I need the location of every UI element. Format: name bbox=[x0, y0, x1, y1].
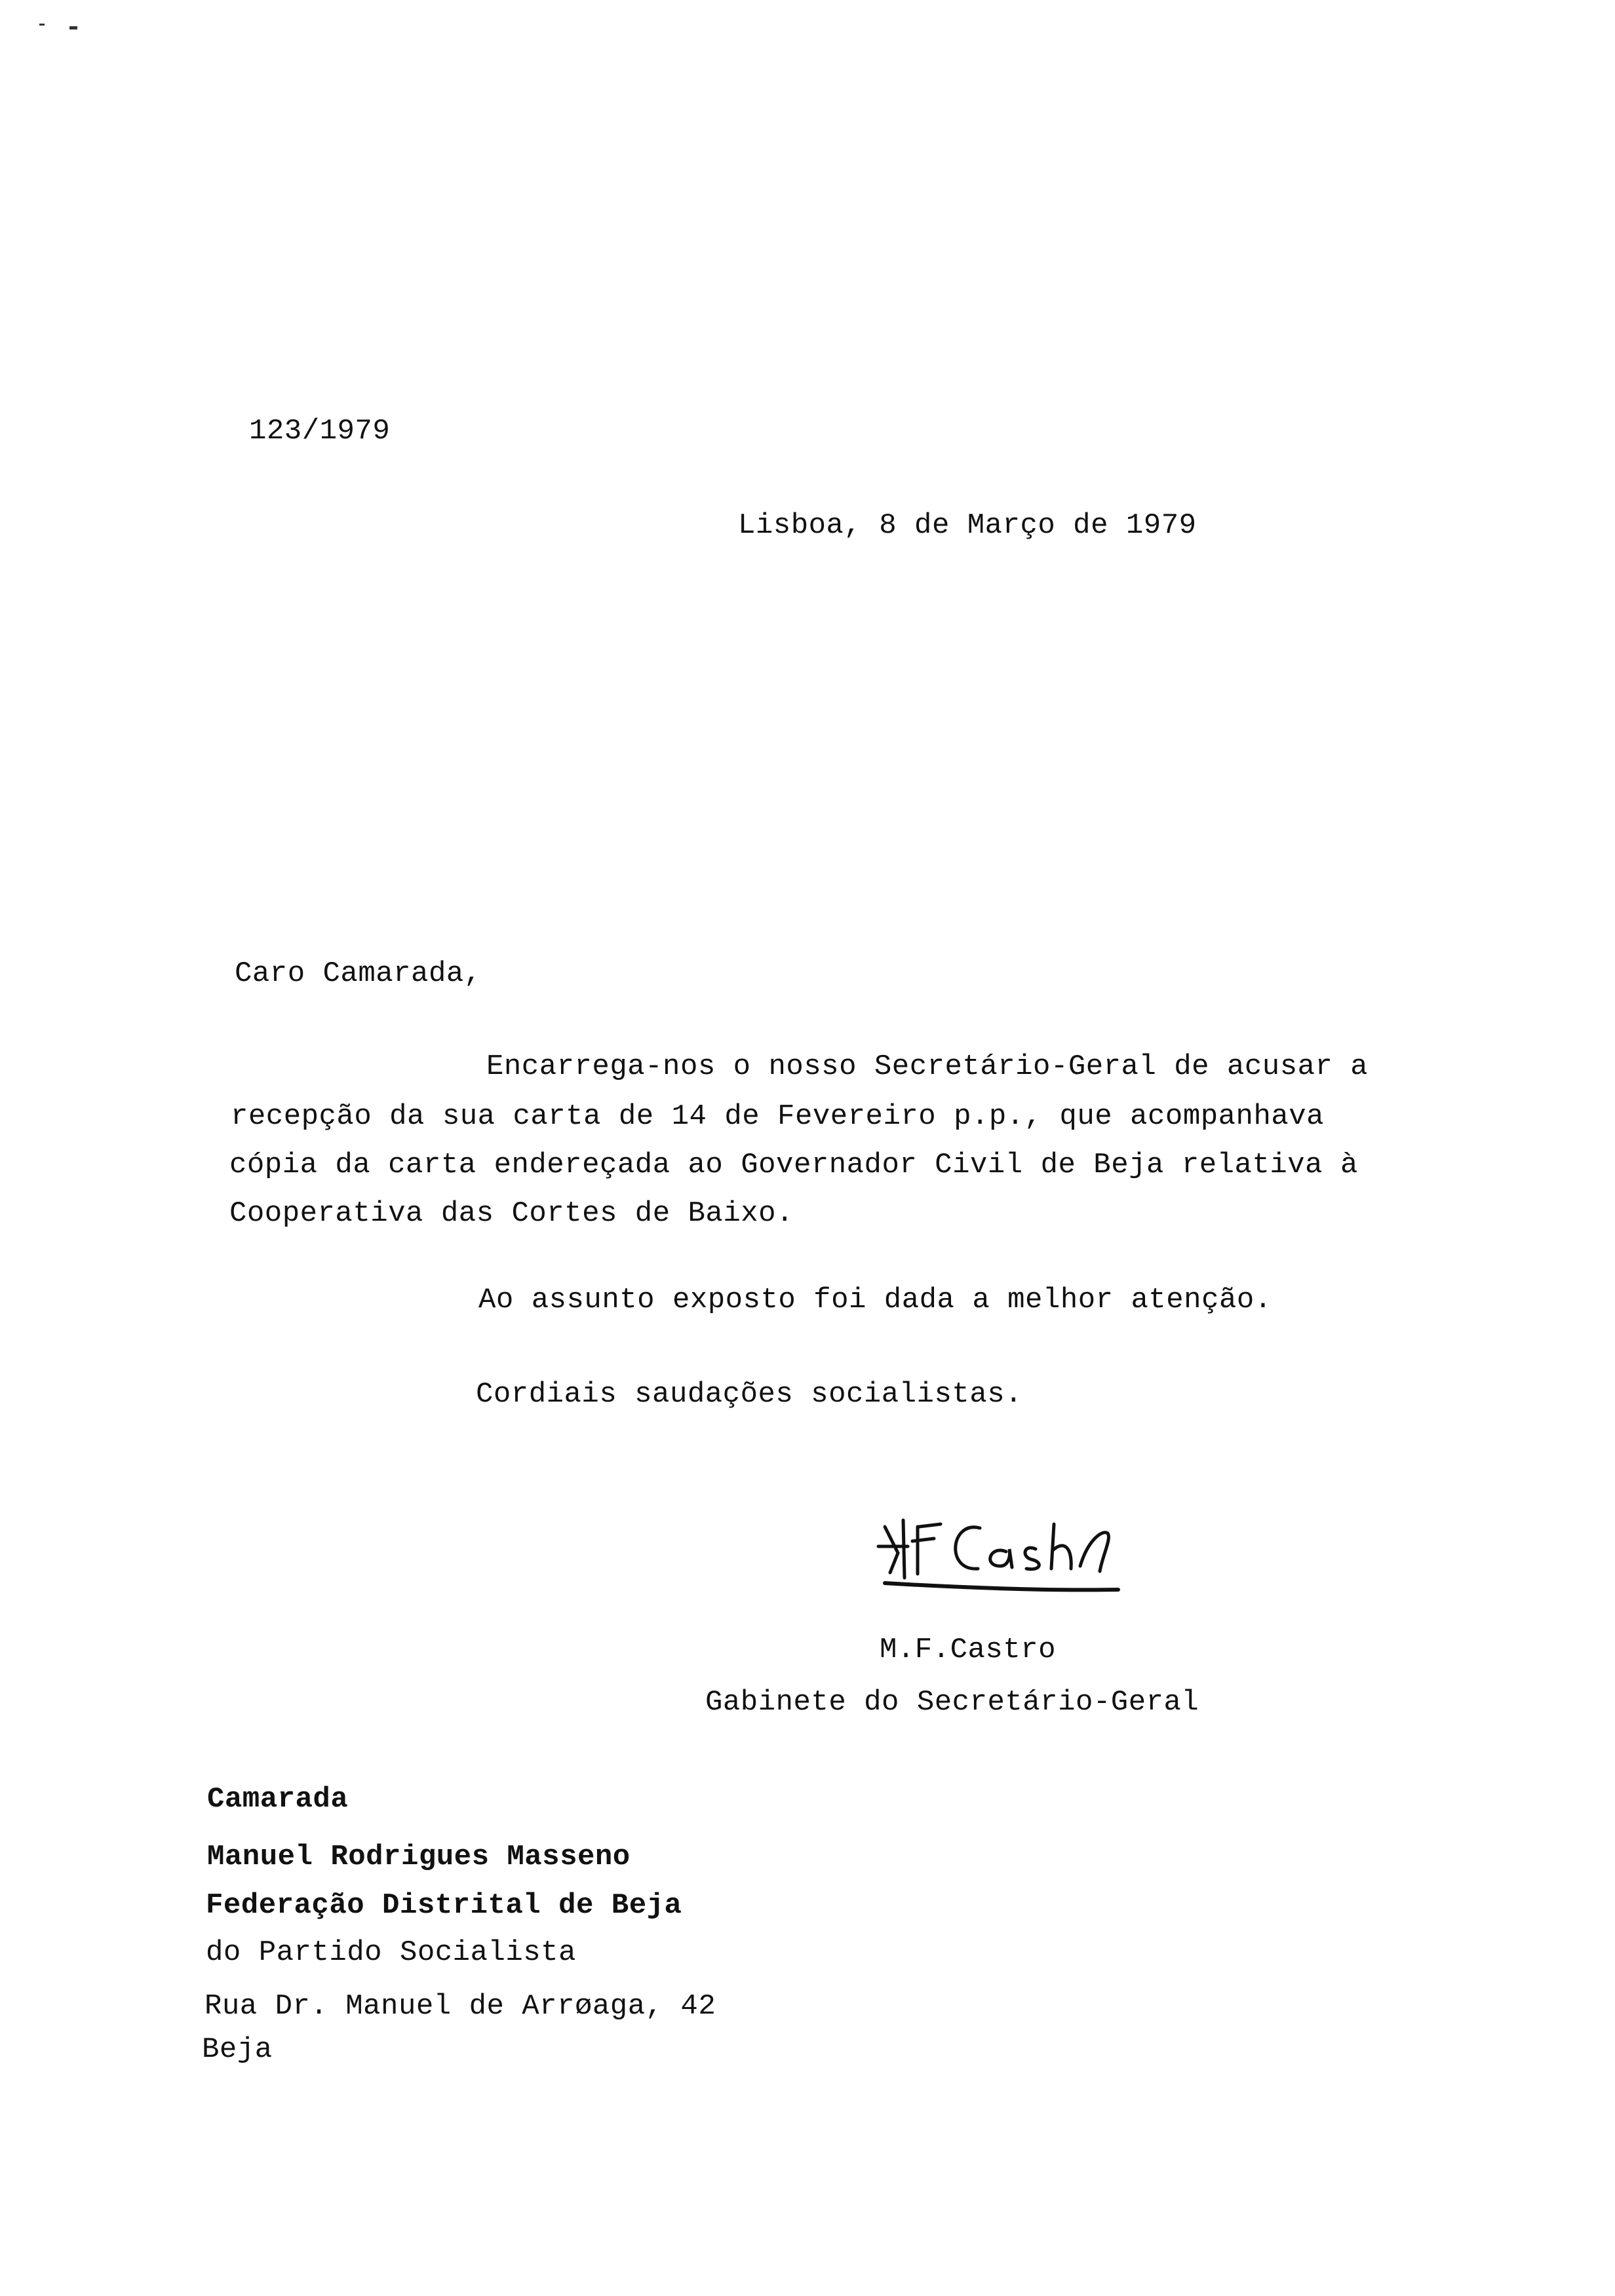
body-line-2: recepção da sua carta de 14 de Fevereiro p.p., que acompanhava bbox=[231, 1100, 1325, 1133]
body-line-1: Encarrega-nos o nosso Secretário-Geral de acusar a bbox=[486, 1050, 1369, 1083]
paragraph-2: Ao assunto exposto foi dada a melhor atenção. bbox=[478, 1284, 1272, 1316]
signatory-name: M.F.Castro bbox=[880, 1634, 1057, 1666]
scan-speck-marks bbox=[39, 20, 92, 39]
place-and-date: Lisboa, 8 de Março de 1979 bbox=[738, 509, 1197, 542]
signatory-office: Gabinete do Secretário-Geral bbox=[705, 1686, 1199, 1719]
recipient-line-3: Federação Distrital de Beja bbox=[206, 1889, 682, 1922]
recipient-line-5: Rua Dr. Manuel de Arrøaga, 42 bbox=[204, 1990, 716, 2023]
body-line-4: Cooperativa das Cortes de Baixo. bbox=[229, 1197, 794, 1230]
closing-greeting: Cordiais saudações socialistas. bbox=[476, 1378, 1023, 1411]
reference-number: 123/1979 bbox=[249, 415, 391, 448]
salutation: Caro Camarada, bbox=[235, 957, 482, 990]
recipient-line-6: Beja bbox=[202, 2033, 273, 2066]
recipient-line-4: do Partido Socialista bbox=[206, 1936, 576, 1969]
recipient-line-2: Manuel Rodrigues Masseno bbox=[207, 1841, 631, 1873]
recipient-line-1: Camarada bbox=[207, 1783, 349, 1816]
handwritten-signature bbox=[872, 1501, 1147, 1599]
body-line-3: cópia da carta endereçada ao Governador Civil de Beja relativa à bbox=[229, 1149, 1358, 1181]
